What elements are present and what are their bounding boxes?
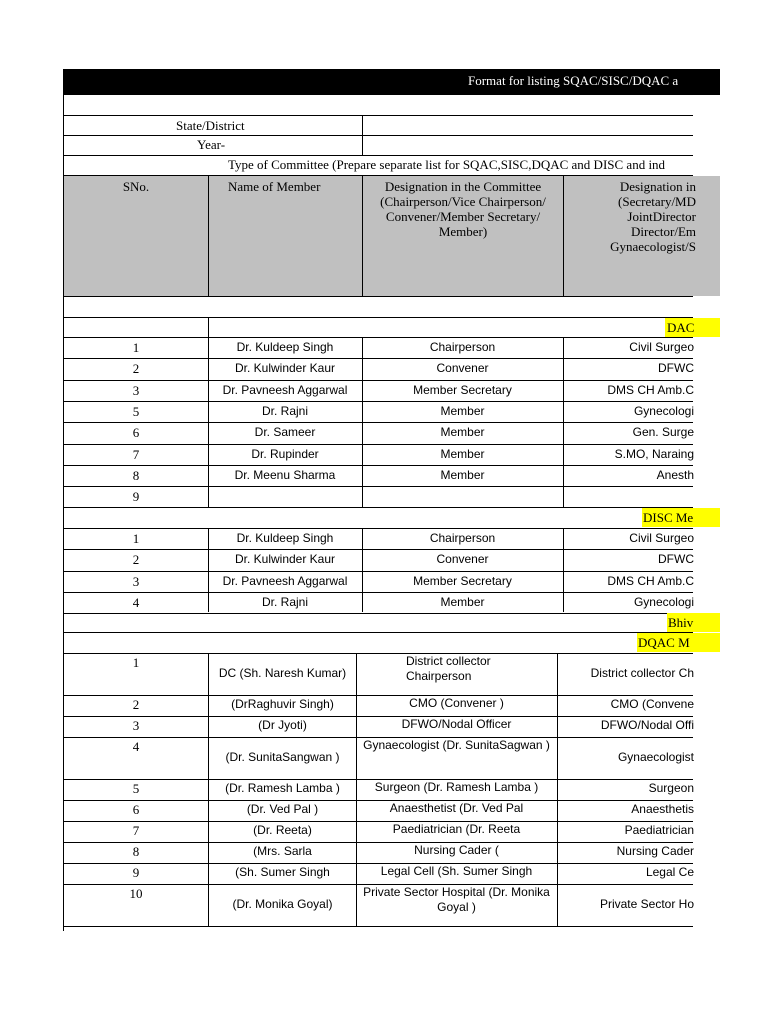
cell-role: Surgeon (Dr. Ramesh Lamba ) bbox=[374, 780, 539, 794]
cell-dept: District collector Ch bbox=[590, 666, 694, 680]
cell-dept: Surgeon bbox=[648, 781, 694, 795]
cell-sno: 2 bbox=[132, 697, 140, 712]
year-label: Year- bbox=[197, 137, 226, 152]
cell-name: (Sh. Sumer Singh bbox=[235, 865, 330, 879]
cell-name: (Dr Jyoti) bbox=[258, 718, 307, 732]
cell-sno: 6 bbox=[132, 802, 140, 817]
cell-name: Dr. Rajni bbox=[261, 403, 308, 418]
cell-role: Chairperson bbox=[429, 531, 496, 545]
cell-name: DC (Sh. Naresh Kumar) bbox=[218, 666, 347, 680]
section-label-dac: DAC bbox=[667, 320, 695, 335]
cell-name: Dr. Kulwinder Kaur bbox=[234, 361, 336, 376]
section-label-dqac: DQAC M bbox=[638, 635, 690, 650]
cell-sno: 10 bbox=[129, 886, 143, 901]
cell-dept: CMO (Convene bbox=[610, 697, 694, 711]
cell-sno: 4 bbox=[132, 594, 140, 610]
cell-dept: Civil Surgeo bbox=[629, 340, 694, 354]
cell-role: Member bbox=[440, 403, 485, 418]
cell-role: Convener bbox=[436, 361, 489, 376]
cell-name: (Mrs. Sarla bbox=[253, 844, 312, 858]
cell-role: Gynaecologist (Dr. SunitaSagwan ) bbox=[363, 738, 550, 752]
cell-role: Member Secretary bbox=[413, 573, 512, 588]
cell-sno: 1 bbox=[132, 655, 140, 670]
header-sno: SNo. bbox=[122, 179, 150, 194]
cell-sno: 7 bbox=[132, 823, 140, 838]
section-label-disc: DISC Me bbox=[643, 510, 694, 525]
cell-role: Member Secretary bbox=[413, 382, 512, 397]
cell-name: Dr. Rajni bbox=[261, 594, 308, 609]
section-label-bhiwani: Bhiv bbox=[668, 615, 694, 630]
cell-dept: DFWC bbox=[658, 552, 694, 567]
cell-dept: Paediatrician bbox=[624, 823, 694, 837]
cell-dept: DMS CH Amb.C bbox=[607, 573, 694, 588]
header-name: Name of Member bbox=[228, 179, 321, 194]
cell-name: Dr. Meenu Sharma bbox=[234, 467, 336, 482]
cell-role: Private Sector Hospital (Dr. Monika Goyal ) bbox=[363, 885, 550, 914]
cell-name: (Dr. SunitaSangwan ) bbox=[225, 750, 340, 764]
cell-name: Dr. Pavneesh Aggarwal bbox=[222, 382, 348, 397]
cell-name: Dr. Sameer bbox=[254, 425, 316, 440]
cell-dept: Civil Surgeo bbox=[629, 531, 694, 545]
cell-dept: DFWC bbox=[658, 361, 694, 376]
cell-dept: Legal Ce bbox=[645, 865, 694, 879]
cell-sno: 8 bbox=[132, 467, 140, 483]
cell-sno: 9 bbox=[132, 489, 140, 505]
cell-sno: 3 bbox=[132, 718, 140, 733]
committee-type-note: Type of Committee (Prepare separate list for SQAC,SISC,DQAC and DISC and ind bbox=[228, 157, 666, 172]
cell-role: Chairperson bbox=[429, 340, 496, 354]
cell-dept: DFWO/Nodal Offi bbox=[600, 718, 694, 732]
cell-name: (Dr. Monika Goyal) bbox=[232, 897, 333, 911]
cell-role: Legal Cell (Sh. Sumer Singh bbox=[380, 864, 533, 878]
header-designation-dept: Designation in (Secretary/MD JointDirector Director/Em Gynaecologist/S bbox=[610, 179, 696, 254]
cell-role: Member bbox=[440, 467, 485, 482]
header-designation-committee: Designation in the Committee (Chairperson/Vice Chairperson/ Convener/Member Secretary/ Member) bbox=[380, 179, 546, 239]
cell-name: (Dr. Reeta) bbox=[253, 823, 312, 837]
cell-dept: Gen. Surge bbox=[632, 425, 694, 440]
cell-sno: 5 bbox=[132, 781, 140, 796]
cell-role: CMO (Convener ) bbox=[409, 696, 504, 710]
cell-sno: 2 bbox=[132, 361, 140, 377]
cell-sno: 9 bbox=[132, 865, 140, 880]
cell-name: Dr. Pavneesh Aggarwal bbox=[222, 573, 348, 588]
cell-role: DFWO/Nodal Officer bbox=[401, 717, 512, 731]
cell-sno: 3 bbox=[132, 382, 140, 398]
cell-sno: 5 bbox=[132, 403, 140, 419]
cell-role: Member bbox=[440, 425, 485, 440]
cell-name: (DrRaghuvir Singh) bbox=[231, 697, 334, 711]
cell-sno: 8 bbox=[132, 844, 140, 859]
cell-sno: 6 bbox=[132, 425, 140, 441]
cell-sno: 1 bbox=[132, 531, 140, 546]
cell-role: Nursing Cader ( bbox=[414, 843, 499, 857]
cell-dept: Gynaecologist bbox=[617, 750, 694, 764]
cell-name: (Dr. Ramesh Lamba ) bbox=[225, 781, 340, 795]
cell-name: Dr. Kulwinder Kaur bbox=[234, 552, 336, 567]
cell-name: Dr. Rupinder bbox=[251, 446, 319, 461]
cell-dept: Gynecologi bbox=[633, 403, 694, 418]
cell-dept: Gynecologi bbox=[633, 594, 694, 609]
cell-role: Convener bbox=[436, 552, 489, 567]
title-bar bbox=[63, 69, 720, 95]
cell-dept: Private Sector Ho bbox=[599, 897, 694, 911]
cell-dept: S.MO, Naraing bbox=[614, 446, 694, 461]
page-title: Format for listing SQAC/SISC/DQAC a bbox=[468, 73, 679, 88]
cell-sno: 7 bbox=[132, 446, 140, 462]
cell-role: District collector Chairperson bbox=[406, 654, 491, 683]
cell-dept: Anaesthetis bbox=[631, 802, 694, 816]
cell-sno: 3 bbox=[132, 573, 140, 589]
state-district-label: State/District bbox=[176, 118, 245, 133]
cell-role: Anaesthetist (Dr. Ved Pal bbox=[389, 801, 524, 815]
cell-role: Member bbox=[440, 446, 485, 461]
cell-sno: 2 bbox=[132, 552, 140, 568]
cell-sno: 1 bbox=[132, 340, 140, 355]
cell-role: Paediatrician (Dr. Reeta bbox=[392, 822, 521, 836]
cell-role: Member bbox=[440, 594, 485, 609]
cell-name: Dr. Kuldeep Singh bbox=[236, 531, 334, 545]
cell-name: (Dr. Ved Pal ) bbox=[246, 802, 319, 816]
cell-dept: Nursing Cader bbox=[616, 844, 694, 858]
cell-sno: 4 bbox=[132, 739, 140, 754]
cell-dept: Anesth bbox=[656, 467, 694, 482]
cell-name: Dr. Kuldeep Singh bbox=[236, 340, 334, 354]
cell-dept: DMS CH Amb.C bbox=[607, 382, 694, 397]
